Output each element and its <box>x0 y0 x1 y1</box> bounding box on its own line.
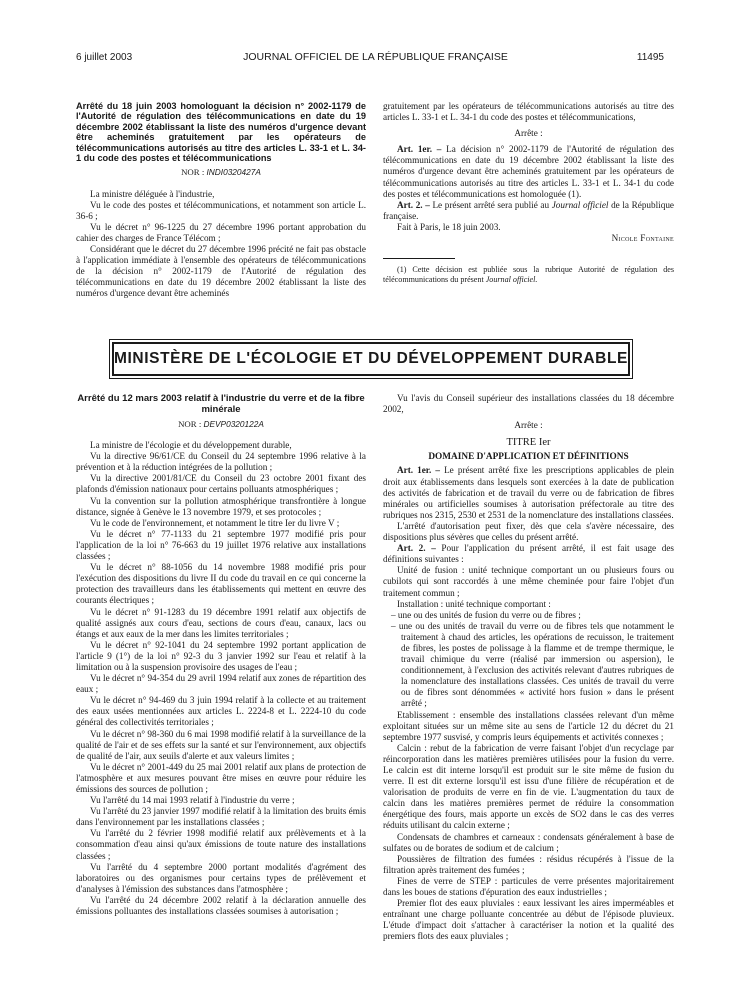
arrete-verre-column-right <box>383 393 674 943</box>
arrete-telecom-title: Arrêté du 18 juin 2003 homologuant la décision n° 2002-1179 de l'Autorité de régulation des télécommunications en date du 19 décembre 2002 établissant la liste des numéros d'urgence devant être acheminés gratuitement par les opérateurs de télécommunications autorisés au titre des articles L. 33-1 et L. 34-1 du code des postes et télécommunications <box>76 101 366 164</box>
nor-label: NOR : <box>178 419 202 429</box>
arrete-telecom-column-right <box>383 101 674 285</box>
visa-list <box>76 440 366 917</box>
definition: Premier flot des eaux pluviales : eaux lessivant les aires imperméables et entraînant une charge polluante concentrée au début de l'épisode pluvieux. L'étude d'impact doit s'attacher à caractériser la notion et la qualité des premiers flots des eaux pluviales ; <box>383 898 674 942</box>
article-text: La décision n° 2002-1179 de l'Autorité de régulation des télécommunications en date du 19 décembre 2002 établissant la liste des numéros d'urgence devant être acheminés gratuitement par les opérateurs de télécommunications autorisés au titre des articles L. 33-1 et L. 34-1 du code des postes et télécommunications est homologuée (1). <box>383 144 674 199</box>
article-1 <box>383 465 674 520</box>
visa-paragraph: Vu le code de l'environnement, et notamment le titre Ier du livre V ; <box>90 517 340 528</box>
definition: Calcin : rebut de la fabrication de verre faisant l'objet d'un recyclage par réincorporation dans les matières premières utilisées pour la fusion du verre. Le calcin est dit interne lorsqu'il est produit sur le site même de fusion du verre. Il est dit externe lorsqu'il est issu d'une filière de récupération et de valorisation de produits de verre en fin de vie. L'augmentation du taux de calcin dans les matières premières permet de réduire la consommation énergétique des fours, mais apporte un excès de SO2 dans le cas des verres réduits utilisant du calcin externe ; <box>383 742 674 831</box>
paragraph: gratuitement par les opérateurs de télécommunications autorisés au titre des articles L. 33-1 et L. 34-1 du code des postes et télécommunications, <box>383 101 674 123</box>
journal-title: JOURNAL OFFICIEL DE LA RÉPUBLIQUE FRANÇAISE <box>243 51 508 63</box>
article-label: Art. 1er. – <box>397 465 440 476</box>
arrete-label: Arrête : <box>514 420 543 431</box>
definition-list <box>383 710 674 943</box>
article-text: Le présent arrêté fixe les prescriptions applicables de plein droit aux établissements dans lesquels sont exercées à la date de publication des activités de fabrication et de travail du verre ou de fabrication de fibres minérales ou artificielles soumises à autorisation préfectorale au titre des rubriques nos 2315, 2530 et 2531 de la nomenclature des installations classées. <box>383 465 674 520</box>
visa-paragraph: Vu l'arrêté du 24 décembre 2002 relatif à la déclaration annuelle des émissions polluantes des installations classées soumises à autorisation ; <box>76 894 366 917</box>
section-heading: DOMAINE D'APPLICATION ET DÉFINITIONS <box>428 452 629 463</box>
paragraph: Vu le code des postes et télécommunications, et notamment son article L. 36-6 ; <box>76 199 366 221</box>
paragraph: Vu l'avis du Conseil supérieur des installations classées du 18 décembre 2002, <box>383 393 674 415</box>
article-text: Le présent arrêté sera publié au <box>432 199 552 210</box>
visa-paragraph: Vu la directive 96/61/CE du Conseil du 24 septembre 1996 relative à la prévention et à la réduction intégrées de la pollution ; <box>76 451 366 473</box>
arrete-label: Arrête : <box>514 128 543 139</box>
definition: Etablissement : ensemble des installations classées relevant d'un même exploitant situées sur un même site au sens de l'article 12 du décret du 21 septembre 1977 susvisé, y compris leurs équipements et activités connexes ; <box>383 709 674 742</box>
article-text: Pour l'application du présent arrêté, il est fait usage des définitions suivantes : <box>383 543 674 565</box>
visa-paragraph: Vu le décret n° 92-1041 du 24 septembre 1992 portant application de l'article 9 (1°) de la loi n° 92-3 du 3 janvier 1992 sur l'eau et relatif à la limitation ou à la suspension provisoire des usages de l'eau ; <box>76 639 366 672</box>
titre-heading: TITRE Ier <box>506 437 551 449</box>
definition: Installation : unité technique comportant : <box>397 598 551 609</box>
signature: Nicole Fontaine <box>611 233 674 244</box>
visa-paragraph: Vu l'arrêté du 2 février 1998 modifié relatif aux prélèvements et à la consommation d'eau ainsi qu'aux émissions de toute nature des installations classées ; <box>76 828 366 861</box>
paragraph: Vu le décret n° 96-1225 du 27 décembre 1996 portant approbation du cahier des charges de France Télécom ; <box>76 221 366 243</box>
visa-paragraph: La ministre de l'écologie et du développement durable, <box>90 440 292 451</box>
ministry-heading: MINISTÈRE DE L'ÉCOLOGIE ET DU DÉVELOPPEMENT DURABLE <box>112 342 630 376</box>
paragraph: La ministre déléguée à l'industrie, <box>90 188 215 199</box>
nor-code: INDI0320427A <box>206 167 261 178</box>
visa-paragraph: Vu l'arrêté du 4 septembre 2000 portant modalités d'agrément des laboratoires ou des organismes pour certains types de prélèvement et d'analyses à l'émission des substances dans l'atmosphère ; <box>76 861 366 894</box>
visa-paragraph: Vu le décret n° 2001-449 du 25 mai 2001 relatif aux plans de protection de l'atmosphère et aux mesures pouvant être mises en œuvre pour réduire les émissions des sources de pollution ; <box>76 761 366 794</box>
visa-paragraph: Vu l'arrêté du 23 janvier 1997 modifié relatif à la limitation des bruits émis dans l'environnement par les installations classées ; <box>76 806 366 828</box>
visa-paragraph: Vu le décret n° 98-360 du 6 mai 1998 modifié relatif à la surveillance de la qualité de l'air et de ses effets sur la santé et sur l'environnement, aux objectifs de qualité de l'air, aux seuils d'alerte et aux valeurs limites ; <box>76 728 366 761</box>
paragraph: L'arrêté d'autorisation peut fixer, dès que cela s'avère nécessaire, des dispositions plus sévères que celles du présent arrêté. <box>383 520 674 543</box>
article-label: Art. 2. – <box>397 199 430 210</box>
arrete-telecom-nor <box>76 167 366 178</box>
visa-paragraph: Vu l'arrêté du 14 mai 1993 relatif à l'industrie du verre ; <box>90 795 295 806</box>
dash-item: – une ou des unités de travail du verre ou de fibres tels que notamment le traitement à chaud des articles, les opérations de recuisson, le traitement de fibres, les postes de polissage à la flamme et de trempe thermique, le travail chimique du verre (réalisé par immersion ou aspersion), le conditionnement, à l'exclusion des activités relevant d'autres rubriques de la nomenclature des installations classées. Ces unités de travail du verre ou de fibres sont dénommées « activité hors fusion » dans le présent arrêté ; <box>391 620 674 709</box>
journal-name: Journal officiel. <box>485 275 538 285</box>
arrete-verre-nor <box>76 419 366 430</box>
visa-paragraph: Vu le décret n° 94-469 du 3 juin 1994 relatif à la collecte et au traitement des eaux usées mentionnées aux articles L. 2224-8 et L. 2224-10 du code général des collectivités territoriales ; <box>76 695 366 728</box>
nor-code: DEVP0320122A <box>203 419 264 429</box>
definition: Poussières de filtration des fumées : résidus récupérés à l'issue de la filtration après traitement des fumées ; <box>383 853 674 875</box>
article-2 <box>383 543 674 565</box>
definition: Fines de verre de STEP : particules de verre présentes majoritairement dans les boues de stations d'épuration des eaux industrielles ; <box>383 875 674 898</box>
visa-paragraph: Vu la convention sur la pollution atmosphérique transfrontière à longue distance, signée à Genève le 13 novembre 1979, et ses protocoles ; <box>76 495 366 517</box>
dash-item: – une ou des unités de fusion du verre ou de fibres ; <box>391 609 581 620</box>
footnote-rule <box>383 258 455 259</box>
journal-name: Journal officiel <box>551 199 609 210</box>
definition: Condensats de chambres et carneaux : condensats généralement à base de sulfates ou de borates de sodium et de calcium ; <box>383 831 674 853</box>
arrete-telecom-column-left <box>76 101 366 299</box>
visa-paragraph: Vu le décret n° 77-1133 du 21 septembre 1977 modifié pris pour l'application de la loi n° 76-663 du 19 juillet 1976 relative aux installations classées ; <box>76 528 366 562</box>
article-1 <box>383 144 674 199</box>
header-date: 6 juillet 2003 <box>76 52 133 63</box>
definition: Unité de fusion : unité technique comportant un ou plusieurs fours ou cubilots qui sont raccordés à une même cheminée pour faire l'objet d'un traitement commun ; <box>383 565 674 598</box>
footnote <box>383 265 674 285</box>
nor-label: NOR : <box>181 167 205 178</box>
done-at: Fait à Paris, le 18 juin 2003. <box>397 221 501 232</box>
article-text: de la République française. <box>383 199 674 221</box>
article-label: Art. 1er. – <box>397 144 442 155</box>
visa-paragraph: Vu la directive 2001/81/CE du Conseil du 23 octobre 2001 fixant des plafonds d'émission nationaux pour certains polluants atmosphériques ; <box>76 473 366 495</box>
page-number: 11495 <box>636 52 664 63</box>
visa-paragraph: Vu le décret n° 88-1056 du 14 novembre 1988 modifié pris pour l'exécution des dispositions du livre II du code du travail en ce qui concerne la protection des travailleurs dans les établissements qui mettent en œuvre des courants électriques ; <box>76 562 366 606</box>
article-2 <box>383 200 674 222</box>
article-label: Art. 2. – <box>397 543 436 554</box>
paragraph: Considérant que le décret du 27 décembre 1996 précité ne fait pas obstacle à l'application immédiate à l'ensemble des opérateurs de télécommunications de la décision n° 2002-1179 de l'Autorité de régulation des télécommunications en date du 19 décembre 2002 établissant la liste des numéros d'urgence devant être acheminés <box>76 244 366 299</box>
visa-paragraph: Vu le décret n° 94-354 du 29 avril 1994 relatif aux zones de répartition des eaux ; <box>76 673 366 695</box>
visa-paragraph: Vu le décret n° 91-1283 du 19 décembre 1991 relatif aux objectifs de qualité assignés aux cours d'eau, sections de cours d'eau, canaux, lacs ou étangs et aux eaux de la mer dans les limites territoriales ; <box>76 606 366 639</box>
footnote-text: (1) Cette décision est publiée sous la rubrique Autorité de régulation des télécommunications du présent <box>383 265 674 285</box>
arrete-verre-column-left <box>76 393 366 917</box>
arrete-verre-title: Arrêté du 12 mars 2003 relatif à l'industrie du verre et de la fibre minérale <box>77 393 365 415</box>
